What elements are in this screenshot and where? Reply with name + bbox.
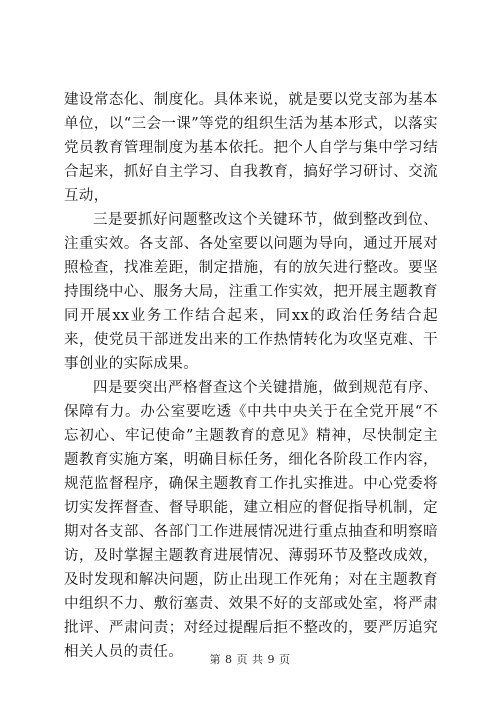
paragraph-3: 四是要突出严格督查这个关键措施，做到规范有序、保障有力。办公室要吃透《中共中央关于在全党开展“不忘初心、牢记使命”主题教育的意见》精神，尽快制定主题教育实施方案，明确目标任务，细化各阶段工作内容，规范监督程序，确保主题教育工作扎实推进。中心党委将切实发挥督查、督导职能，建立相应的督促指导机制，定期对各支部、各部门工作进展情况进行重点抽查和明察暗访，及时掌握主题教育进展情况、薄弱环节及整改成效，及时发现和解决问题，防止出现工作死角；对在主题教育中组织不力、敷衍塞责、效果不好的支部或处室，将严肃批评、严肃问责；对经过提醒后拒不整改的，要严厉追究相关人员的责任。: [64, 380, 438, 660]
document-body: [64, 88, 438, 664]
paragraph-1: 建设常态化、制度化。具体来说，就是要以党支部为基本单位，以“三会一课”等党的组织生活为基本形式，以落实党员教育管理制度为基本依托。把个人自学与集中学习结合起来，抓好自主学习、自我教育，搞好学习研讨、交流互动，: [64, 92, 438, 204]
paragraph-2: 三是要抓好问题整改这个关键环节，做到整改到位、注重实效。各支部、各处室要以问题为导向，通过开展对照检查，找准差距，制定措施，有的放矢进行整改。要坚持围绕中心、服务大局，注重工作实效，把开展主题教育同开展xx业务工作结合起来，同xx的政治任务结合起来，使党员干部迸发出来的工作热情转化为攻坚克难、干事创业的实际成果。: [64, 212, 438, 372]
page-footer: 第 8 页 共 9 页: [209, 653, 291, 666]
